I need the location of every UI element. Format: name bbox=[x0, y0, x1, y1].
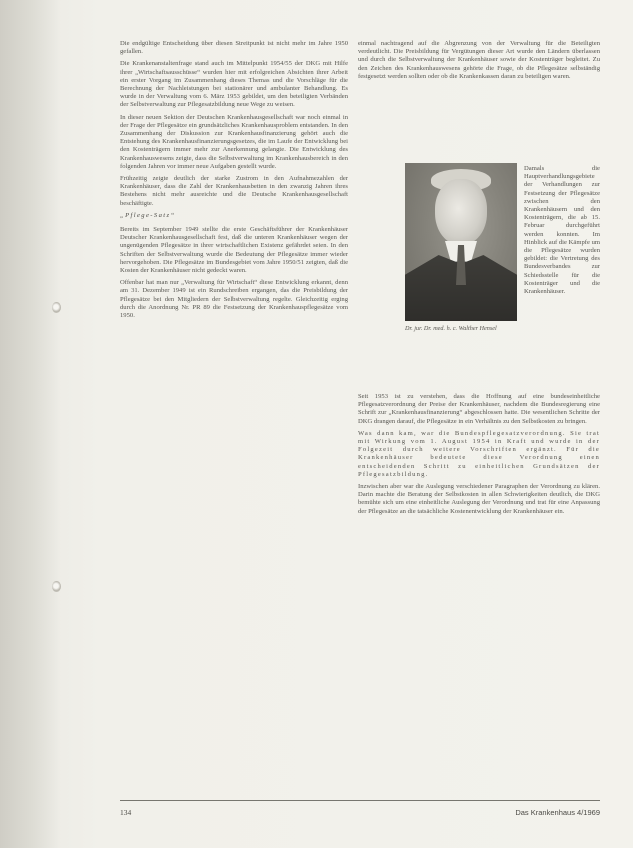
section-heading: „Pflege-Satz“ bbox=[120, 211, 176, 219]
footer-rule bbox=[120, 800, 600, 801]
binding-hole bbox=[52, 302, 61, 313]
body-paragraph: In dieser neuen Sektion der Deutschen Krankenhausgesellschaft war noch einmal in der Frage der Pflegesätze ein grundsätzliches Krankenhausproblem entstanden. In den Zusammenhang der Diskussion zur Krankenhausfinanzierung gehört auch die Entstehung des Krankenhausfinanzierungsgesetzes, die im Laufe der Entwicklung bei den Kostenträgern immer mehr zur Anerkennung gelangte. Die Entwicklung des Krankenhauswesens zeigte, dass die Selbstverwaltung im Krankenhausbereich in den folgenden Jahren vor immer neue Aufgaben gestellt wurde. bbox=[120, 113, 348, 170]
page-number: 134 bbox=[120, 808, 132, 817]
body-paragraph: Seit 1953 ist zu verstehen, dass die Hoffnung auf eine bundeseinheitliche Pflegesatzverordnung der Preise der Krankenhäuser, nachdem die Bundesregierung eine Schrift zur „Krankenhausfinanzierung“ abgeschlossen hatte. Die wesentlichen Schritte der DKG drangen darauf, die Pflegesätze in ein Verhältnis zu den Selbstkosten zu bringen. bbox=[358, 393, 600, 425]
body-paragraph: Damals die Hauptverhandlungsgebiete der Verhandlungen zur Festsetzung der Pflegesätze zwischen den Krankenhäusern und den Kostenträgern, die ab 15. Februar durchgeführt werden konnten. Im Hinblick auf die Kämpfe um die Pflegesätze wurden gebildet: die Vertretung des Bundesverbandes zur Schiedsstelle für die Kostenträger und die Krankenhäuser. bbox=[524, 165, 600, 296]
binding-hole bbox=[52, 581, 61, 592]
body-paragraph: einmal nachtragend auf die Abgrenzung von der Verwaltung für die Beteiligten verdeutlicht. Die Preisbildung für Vergütungen dieser Art wurde den Ländern überlassen und durch die Selbstverwaltung der Krankenhäuser sowie der Kostenträger begleitet. Zu den Zeichen des Krankenhauswesens gehörte die Frage, ob die Pflegesätze selbständig festgesetzt werden sollten oder ob die Krankenkassen daran zu beteiligen waren. bbox=[358, 40, 600, 80]
binding-shadow bbox=[0, 0, 60, 848]
running-title: Das Krankenhaus 4/1969 bbox=[515, 808, 600, 817]
portrait-face bbox=[435, 179, 487, 245]
body-paragraph: Frühzeitig zeigte deutlich der starke Zustrom in den Aufnahmezahlen der Krankenhäuser, dass die Zahl der Krankenhausbetten in den zwanzig Jahren ihres Bestehens nicht mehr ausreichte und die Deutsche Krankenhausgesellschaft beschäftigte. bbox=[120, 175, 348, 207]
body-paragraph: Offenbar hat man nur „Verwaltung für Wirtschaft“ diese Entwicklung erkannt, denn am 31. Dezember 1949 ist ein Rundschreiben ergangen, das die Preisbildung der Pflegesätze bei den Mitgliedern der Selbstverwaltung regelte. Gleichzeitig erging durch die Anordnung Nr. PR 89 die Festsetzung der Krankenhauspflegesätze vom 1950. bbox=[120, 279, 348, 320]
body-paragraph: Bereits im September 1949 stellte die erste Geschäftsführer der Krankenhäuser Deutscher Krankenhausgesellschaft fest, daß die unteren Krankenhäuser wegen der ungenügenden Pflegesätze in ihrer wirtschaftlichen Existenz gefährdet seien. In den Schriften der Selbstverwaltung wurde die Bedeutung der Pflegesätze immer wieder hervorgehoben. Die Pflegesätze im Bundesgebiet vom Jahre 1950/51 zeigten, daß die Kosten der Krankenhäuser nicht gedeckt waren. bbox=[120, 226, 348, 275]
left-column bbox=[120, 40, 348, 324]
body-paragraph: Die endgültige Entscheidung über diesen Streitpunkt ist nicht mehr im Jahre 1950 gefallen. bbox=[120, 40, 348, 56]
body-paragraph: Inzwischen aber war die Auslegung verschiedener Paragraphen der Verordnung zu klären. Darin machte die Beratung der Selbstkosten in allen Schwierigkeiten deutlich, die DKG bemühte sich um eine einheitliche Auslegung der Verordnung und trat für eine Anpassung der Pflegesätze an die tatsächliche Kostenentwicklung der Krankenhäuser ein. bbox=[358, 483, 600, 515]
photo-caption: Dr. jur. Dr. med. h. c. Walther Hensel bbox=[405, 325, 497, 332]
body-paragraph: Was dann kam, war die Bundespflegesatzverordnung. Sie trat mit Wirkung vom 1. August 1954 in Kraft und wurde in der Folgezeit durch weitere Vorschriften ergänzt. Für die Krankenhäuser bedeutete diese Verordnung einen entscheidenden Schritt zu einheitlichen Grundsätzen der Pflegesatzbildung. bbox=[358, 429, 600, 478]
body-paragraph: Die Krankenanstaltenfrage stand auch im Mittelpunkt 1954/55 der DKG mit Hilfe ihrer „Wirtschaftsausschüsse“ wurden hier mit erfolgreichen Absichten ihrer Arbeit ein erster Vorgang im Zusammenhang dieses Themas und die Vorschläge für die Berechnung der Nachleistungen bei stationärer und ambulanter Behandlung. Es wurde in der Verwaltung vom 6. März 1953 gebildet, um den beteiligten Verbänden der Selbstverwaltung zur Pflegesatzbildung neue Wege zu weisen. bbox=[120, 60, 348, 109]
right-column-narrow bbox=[524, 165, 600, 300]
right-column-bottom bbox=[358, 393, 600, 520]
right-column-top bbox=[358, 40, 600, 85]
portrait-photo bbox=[405, 163, 517, 321]
